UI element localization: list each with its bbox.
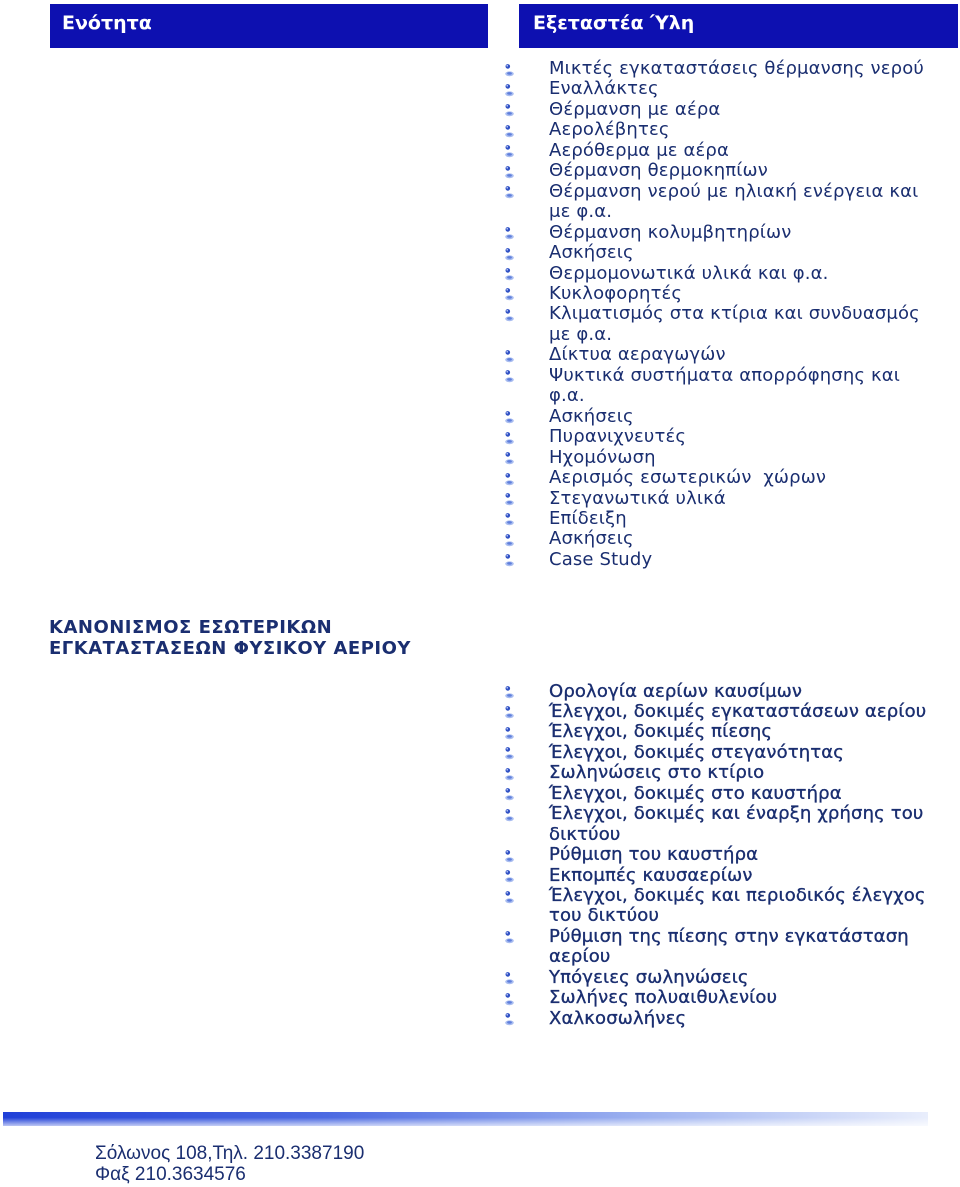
- list-item-text: Θέρμανση κολυμβητηρίων: [549, 221, 792, 243]
- bullet-icon: [503, 705, 515, 719]
- list-item: [549, 682, 926, 702]
- bullet-icon: [503, 492, 515, 506]
- list-item-text: Κυκλοφορητές: [549, 282, 683, 304]
- bullet-icon: [503, 349, 515, 363]
- list-item-text: Αερόθερμα με αέρα: [549, 139, 730, 161]
- bullet-icon: [503, 124, 515, 138]
- list-item-text: Ασκήσεις: [549, 242, 634, 264]
- list-item-text: Έλεγχοι, δοκιμές και περιοδικός έλεγχος του δικτύου: [549, 885, 926, 927]
- list-item-text: Αερολέβητες: [549, 119, 670, 141]
- list-item: [549, 804, 926, 845]
- bullet-icon: [503, 1012, 515, 1026]
- table-header-exam-material: [519, 4, 958, 48]
- list-item-text: Θέρμανση με αέρα: [549, 98, 721, 120]
- list-item-text: Ρύθμιση της πίεσης στην εγκατάσταση αερίου: [549, 925, 909, 968]
- list-item: [549, 468, 924, 488]
- list-item: [549, 304, 924, 345]
- bullet-icon: [503, 553, 515, 567]
- footer-divider-bar: [3, 1112, 928, 1126]
- bullet-icon: [503, 767, 515, 781]
- list-item-text: Ορολογία αερίων καυσίμων: [549, 680, 803, 702]
- bullet-icon: [503, 512, 515, 526]
- bullet-icon: [503, 971, 515, 985]
- list-item-text: Θέρμανση θερμοκηπίων: [549, 160, 768, 182]
- bullet-icon: [503, 808, 515, 822]
- list-item: [549, 284, 924, 304]
- bullet-icon: [503, 369, 515, 383]
- list-item: [549, 702, 926, 722]
- list-item: [549, 763, 926, 783]
- bullet-icon: [503, 930, 515, 944]
- footer-fax: Φαξ 210.3634576: [95, 1164, 246, 1185]
- list-item-text: Δίκτυα αεραγωγών: [549, 344, 726, 366]
- bullet-icon: [503, 849, 515, 863]
- list-item: [549, 722, 926, 742]
- list-item-text: Κλιματισμός στα κτίρια και συνδυασμός με φ.α.: [549, 303, 920, 345]
- list-item-text: Σωληνώσεις στο κτίριο: [549, 762, 765, 784]
- bullet-icon: [503, 410, 515, 424]
- list-item: [549, 927, 926, 968]
- list-item: [549, 407, 924, 427]
- list-item-text: Επίδειξη: [549, 507, 627, 529]
- list-item: [549, 743, 926, 763]
- list-item-text: Έλεγχοι, δοκιμές στο καυστήρα: [549, 782, 842, 804]
- list-item: [549, 968, 926, 988]
- list-item: [549, 886, 926, 927]
- list-item: [549, 161, 924, 181]
- list-item-text: Ρύθμιση του καυστήρα: [549, 844, 759, 866]
- list-item: [549, 845, 926, 865]
- list-item-text: Έλεγχοι, δοκιμές πίεσης: [549, 721, 773, 743]
- list-item-text: Εκπομπές καυσαερίων: [549, 864, 753, 886]
- list-item-text: Έλεγχοι, δοκιμές στεγανότητας: [549, 741, 845, 763]
- bullet-icon: [503, 144, 515, 158]
- bullet-icon: [503, 63, 515, 77]
- bullet-icon: [503, 746, 515, 760]
- list-item: [549, 345, 924, 365]
- bullet-icon: [503, 226, 515, 240]
- list-item: [549, 100, 924, 120]
- bullet-icon: [503, 451, 515, 465]
- list-item-text: Ηχομόνωση: [549, 446, 656, 468]
- list-item-text: Σωλήνες πολυαιθυλενίου: [549, 987, 778, 1009]
- footer-contact: [95, 1143, 364, 1185]
- bullet-icon: [503, 267, 515, 281]
- list-item: [549, 79, 924, 99]
- list-item-text: Ασκήσεις: [549, 405, 634, 427]
- bullet-icon: [503, 890, 515, 904]
- bullet-icon: [503, 685, 515, 699]
- list-item-text: Ασκήσεις: [549, 528, 634, 550]
- table-header-section-label: Ενότητα: [62, 12, 152, 34]
- list-item-text: Πυρανιχνευτές: [549, 426, 687, 448]
- list-item: [549, 366, 924, 407]
- list-item-text: Έλεγχοι, δοκιμές εγκαταστάσεων αερίου: [549, 700, 927, 722]
- list-item: [549, 141, 924, 161]
- list-item: [549, 427, 924, 447]
- bullet-icon: [503, 308, 515, 322]
- bullet-icon: [503, 431, 515, 445]
- bullet-icon: [503, 165, 515, 179]
- table-header-exam-material-label: Εξεταστέα Ύλη: [533, 12, 695, 34]
- bullet-icon: [503, 992, 515, 1006]
- bullet-icon: [503, 103, 515, 117]
- bullet-icon: [503, 787, 515, 801]
- table-header-section: [50, 4, 488, 48]
- list-item-text: Έλεγχοι, δοκιμές και έναρξη χρήσης του δικτύου: [549, 803, 924, 845]
- bullet-icon: [503, 472, 515, 486]
- bullet-icon: [503, 185, 515, 199]
- list-item: [549, 988, 926, 1008]
- bullet-icon: [503, 869, 515, 883]
- bullet-icon: [503, 83, 515, 97]
- list-item: [549, 1009, 926, 1029]
- bullet-icon: [503, 533, 515, 547]
- bullet-icon: [503, 726, 515, 740]
- list-item-text: Θερμομονωτικά υλικά και φ.α.: [549, 262, 829, 284]
- list-item: [549, 550, 924, 570]
- list-item-text: Case Study: [549, 548, 653, 570]
- list-item-text: Στεγανωτικά υλικά: [549, 487, 726, 509]
- list-item: [549, 489, 924, 509]
- list-item: [549, 866, 926, 886]
- list-item: [549, 120, 924, 140]
- list-item: [549, 182, 924, 223]
- list-item: [549, 529, 924, 549]
- list-item-text: Υπόγειες σωληνώσεις: [549, 966, 749, 988]
- section-title: ΚΑΝΟΝΙΣΜΟΣ ΕΣΩΤΕΡΙΚΩΝ ΕΓΚΑΤΑΣΤΑΣΕΩΝ ΦΥΣΙΚΟΥ ΑΕΡΙΟΥ: [49, 617, 411, 659]
- heating-topics-list: [549, 59, 924, 570]
- list-item: [549, 59, 924, 79]
- bullet-icon: [503, 287, 515, 301]
- list-item: [549, 223, 924, 243]
- list-item-text: Μικτές εγκαταστάσεις θέρμανσης νερού: [549, 58, 924, 79]
- list-item-text: Θέρμανση νερού με ηλιακή ενέργεια και με φ.α.: [549, 180, 919, 223]
- list-item: [549, 264, 924, 284]
- list-item-text: Χαλκοσωλήνες: [549, 1007, 687, 1029]
- list-item-text: Ψυκτικά συστήματα απορρόφησης και φ.α.: [549, 364, 901, 407]
- list-item: [549, 509, 924, 529]
- list-item-text: Εναλλάκτες: [549, 78, 659, 100]
- footer-address-phone: Σόλωνος 108,Τηλ. 210.3387190: [95, 1143, 365, 1164]
- list-item: [549, 243, 924, 263]
- bullet-icon: [503, 247, 515, 261]
- list-item: [549, 784, 926, 804]
- gas-regulation-topics-list: [549, 682, 926, 1030]
- list-item-text: Αερισμός εσωτερικών χώρων: [549, 467, 827, 489]
- list-item: [549, 448, 924, 468]
